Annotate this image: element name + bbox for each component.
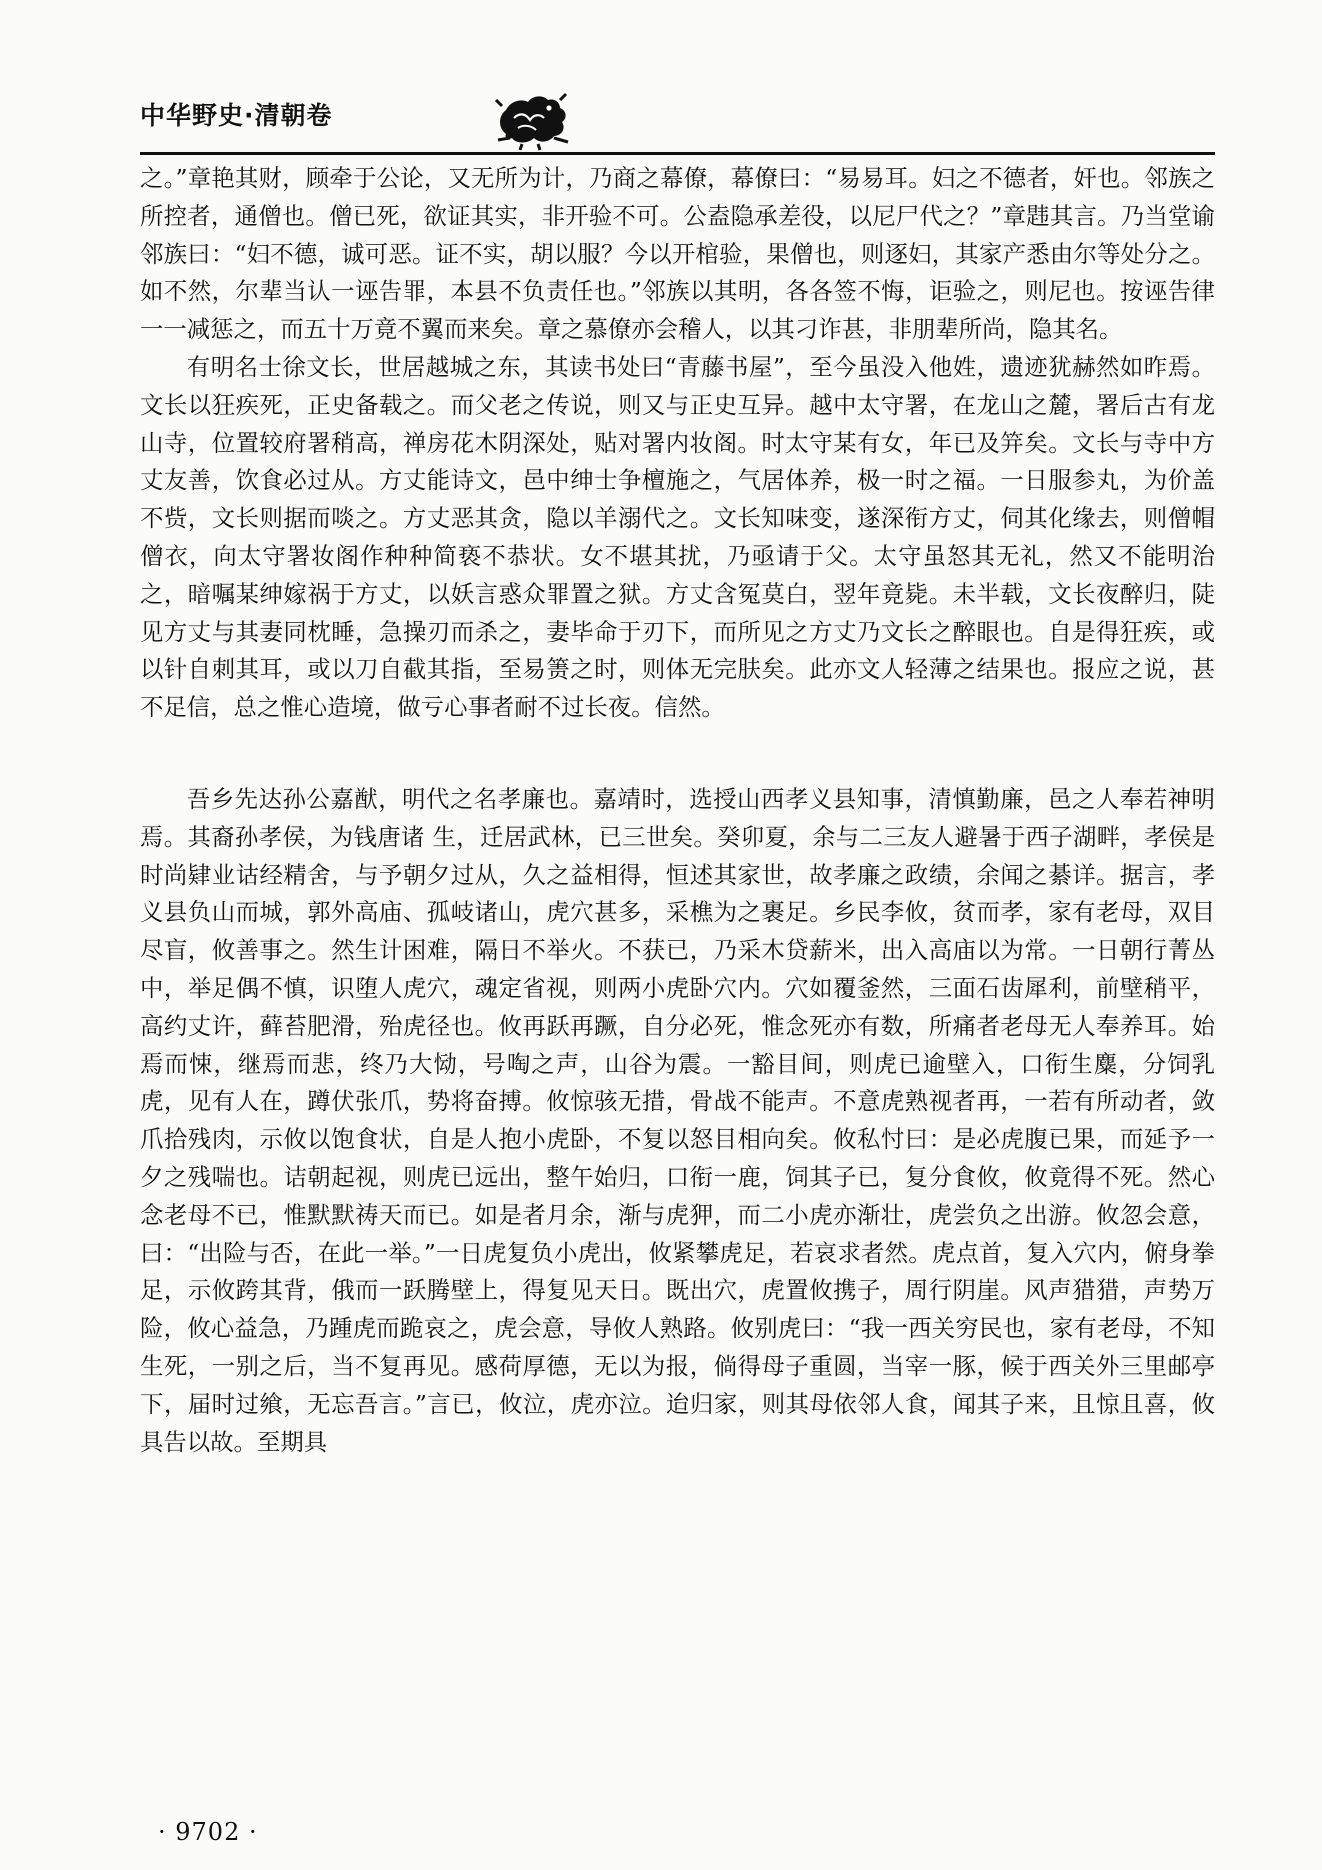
running-header bbox=[140, 88, 1215, 150]
paragraph: 吾乡先达孙公嘉猷，明代之名孝廉也。嘉靖时，选授山西孝义县知事，清慎勤廉，邑之人奉若神明焉。其裔孙孝侯，为钱唐诸 生，迁居武林，已三世矣。癸卯夏，余与二三友人避暑于西子湖畔，孝侯是时尚肄业诂经精舍，与予朝夕过从，久之益相得，恒述其家世，故孝廉之政绩，余闻之綦详。据言，孝义县负山而城，郭外高庙、孤岐诸山，虎穴甚多，采樵为之裹足。乡民李攸，贫而孝，家有老母，双目尽盲，攸善事之。然生计困难，隔日不举火。不获已，乃采木贷薪米，出入高庙以为常。一日朝行菁丛中，举足偶不慎，识堕人虎穴，魂定省视，则两小虎卧穴内。穴如覆釜然，三面石齿犀利，前壁稍平，高约丈许，藓苔肥滑，殆虎径也。攸再跃再蹶，自分必死，惟念死亦有数，所痛者老母无人奉养耳。始焉而悚，继焉而悲，终乃大恸，号啕之声，山谷为震。一豁目间，则虎已逾壁入，口衔生麋，分饲乳虎，见有人在，蹲伏张爪，势将奋搏。攸惊骇无措，骨战不能声。不意虎熟视者再，一若有所动者，敛爪拾残肉，示攸以饱食状，自是人抱小虎卧，不复以怒目相向矣。攸私忖曰：是必虎腹已果，而延予一夕之残喘也。诘朝起视，则虎已远出，整午始归，口衔一鹿，饲其子已，复分食攸，攸竟得不死。然心念老母不已，惟默默祷天而已。如是者月余，渐与虎狎，而二小虎亦渐壮，虎尝负之出游。攸忽会意，曰：“出险与否，在此一举。”一日虎复负小虎出，攸紧攀虎足，若哀求者然。虎点首，复入穴内，俯身拳足，示攸跨其背，俄而一跃腾壁上，得复见天日。既出穴，虎置攸携子，周行阴崖。风声猎猎，声势万险，攸心益急，乃踵虎而跪哀之，虎会意，导攸人熟路。攸别虎曰：“我一西关穷民也，家有老母，不知生死，一别之后，当不复再见。感荷厚德，无以为报，倘得母子重圆，当宰一豚，候于西关外三里邮亭下，届时过飨，无忘吾言。”言已，攸泣，虎亦泣。迨归家，则其母依邻人食，闻其子来，且惊且喜，攸具告以故。至期具 bbox=[140, 784, 1215, 1456]
paragraph: 有明名士徐文长，世居越城之东，其读书处曰“青藤书屋”，至今虽没入他姓，遗迹犹赫然如昨焉。文长以狂疾死，正史备载之。而父老之传说，则又与正史互异。越中太守署，在龙山之麓，署后古有龙山寺，位置较府署稍高，禅房花木阴深处，贴对署内妆阁。时太守某有女，年已及笄矣。文长与寺中方丈友善，饮食必过从。方丈能诗文，邑中绅士争檀施之，气居体养，极一时之福。一日服参丸，为价盖不赀，文长则据而啖之。方丈恶其贪，隐以羊溺代之。文长知味变，遂深衔方丈，伺其化缘去，则僧帽僧衣，向太守署妆阁作种种简亵不恭状。女不堪其扰，乃亟请于父。太守虽怒其无礼，然又不能明治之，暗嘱某绅嫁祸于方丈，以妖言惑众罪置之狱。方丈含冤莫白，翌年竟毙。未半载，文长夜醉归，陡见方丈与其妻同枕睡，急操刃而杀之，妻毕命于刃下，而所见之方丈乃文长之醉眼也。自是得狂疾，或以针自刺其耳，或以刀自截其指，至易箦之时，则体无完肤矣。此亦文人轻薄之结果也。报应之说，甚不足信，总之惟心造境，做亏心事者耐不过长夜。信然。 bbox=[140, 352, 1215, 722]
dragon-icon bbox=[492, 88, 572, 152]
book-title: 中华野史·清朝卷 bbox=[140, 101, 333, 130]
page-body bbox=[140, 160, 1215, 1461]
header-rule bbox=[140, 152, 1215, 155]
paragraph: 之。”章艳其财，顾牵于公论，又无所为计，乃商之幕僚，幕僚曰：“易易耳。妇之不德者，奸也。邻族之所控者，通僧也。僧已死，欲证其实，非开验不可。公盍隐承差役，以尼尸代之？”章韪其言。乃当堂谕邻族曰：“妇不德，诚可恶。证不实，胡以服？今以开棺验，果僧也，则逐妇，其家产悉由尔等处分之。如不然，尔辈当认一诬告罪，本县不负责任也。”邻族以其明，各各签不悔，讵验之，则尼也。按诬告律一一减惩之，而五十万竟不翼而来矣。章之慕僚亦会稽人，以其刁诈甚，非朋辈所尚，隐其名。 bbox=[140, 164, 1215, 344]
section-gap bbox=[140, 727, 1215, 781]
page-number: · 9702 · bbox=[158, 1818, 258, 1846]
